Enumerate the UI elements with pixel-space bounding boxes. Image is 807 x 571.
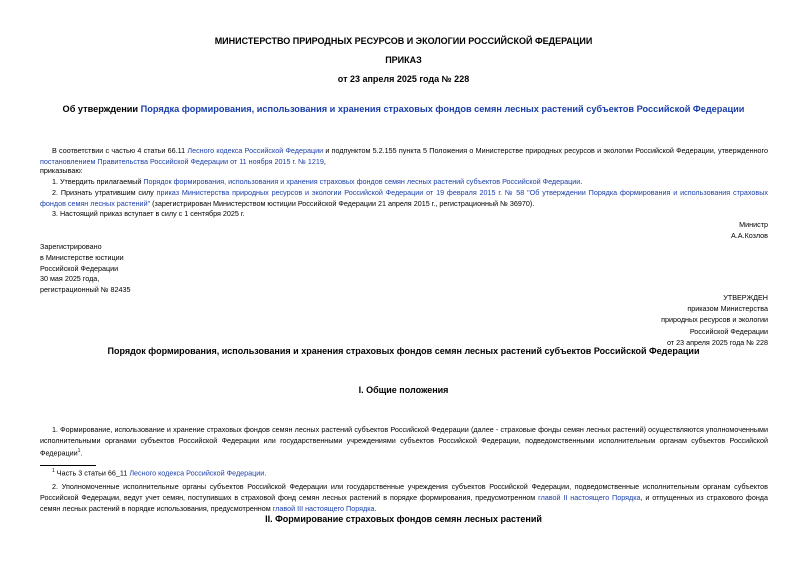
item-1 [52, 177, 582, 186]
approval-line: от 23 апреля 2025 года № 228 [666, 337, 768, 347]
paragraph-2-text-2: , и отпущенных из страхового фонда семян лесных растений в порядке использования, предусмотренном [40, 493, 768, 513]
item-1-suffix: . [580, 177, 583, 186]
preamble-text-1: В соответствии с частью 4 статьи 66.11 [52, 146, 188, 155]
registration-line: регистрационный № 82435 [40, 285, 131, 295]
procedure-link[interactable]: Порядок формирования, использования и хранения страховых фондов семян лесных растений субъектов Российской Федерации [143, 177, 581, 186]
footnote [52, 468, 266, 477]
footnote-mark: 1 [52, 468, 55, 474]
approval-block [661, 292, 768, 348]
section-2-title: II. Формирование страховых фондов семян лесных растений [265, 514, 542, 524]
item-2 [40, 187, 768, 209]
paragraph-2-text-1: 2. Уполномоченные исполнительные органы субъектов Российской Федерации или государственные учреждения субъектов Российской Федерации, подведомственные исполнительным органам субъектов Российской Федерации, ведут учет семян, поступивших в страховой фонд семян лесных растений в порядке формирования, предусмотренном [40, 482, 768, 502]
item-3: 3. Настоящий приказ вступает в силу с 1 сентября 2025 г. [52, 209, 245, 218]
registration-block [40, 242, 130, 296]
item-2-prefix: 2. Признать утратившим силу [52, 188, 157, 197]
government-decree-link[interactable]: постановлением Правительства Российской Федерации от 11 ноября 2015 г. № 1219 [40, 157, 324, 166]
registration-line: 30 мая 2025 года, [40, 274, 100, 284]
footnote-text: Часть 3 статьи 66_11 [54, 468, 130, 478]
approval-line: природных ресурсов и экологии [661, 315, 768, 325]
approval-line: Российской Федерации [689, 326, 768, 336]
footnote-forest-code-link[interactable]: Лесного кодекса Российской Федерации [129, 468, 265, 478]
paragraph-2 [40, 481, 768, 514]
preamble-text-3: , [323, 157, 326, 166]
section-1-title: I. Общие положения [358, 385, 449, 395]
document-title [0, 104, 807, 114]
paragraph-1-text: 1. Формирование, использование и хранение страховых фондов семян лесных растений субъектов Российской Федерации (далее - страховые фонды семян лесных растений) осуществляются уполномоченными исполнительными органами субъектов Российской Федерации или государственными учреждениями субъектов Российской Федерации, подведомственными исполнительным органам субъектов Российской Федерации [40, 425, 768, 458]
footnote-end: . [264, 468, 267, 478]
paragraph-2-text-3: . [374, 504, 377, 513]
preamble-text-2: и подпунктом 5.2.155 пункта 5 Положения о Министерстве природных ресурсов и экологии Российской Федерации, утвержденного [323, 146, 768, 155]
procedure-title: Порядок формирования, использования и хранения страховых фондов семян лесных растений субъектов Российской Федерации [107, 346, 700, 356]
paragraph-1 [40, 424, 768, 458]
document-type: ПРИКАЗ [385, 55, 422, 65]
order-word: приказываю: [40, 166, 83, 175]
preamble-paragraph [40, 145, 768, 167]
item-2-suffix: (зарегистрирован Министерством юстиции Российской Федерации 21 апреля 2015 г., регистрационный № 36970). [150, 199, 535, 208]
footnote-ref[interactable]: 1 [77, 448, 81, 454]
title-link[interactable]: Порядка формирования, использования и хранения страховых фондов семян лесных растений субъектов Российской Федерации [140, 104, 745, 114]
footnote-divider [40, 465, 96, 466]
ministry-header: МИНИСТЕРСТВО ПРИРОДНЫХ РЕСУРСОВ И ЭКОЛОГИИ РОССИЙСКОЙ ФЕДЕРАЦИИ [214, 36, 593, 46]
signature-name: А.А.Козлов [731, 231, 768, 240]
paragraph-1-end: . [80, 448, 83, 458]
registration-line: в Министерстве юстиции [40, 252, 124, 262]
forest-code-link[interactable]: Лесного кодекса Российской Федерации [187, 146, 324, 155]
approval-line: приказом Министерства [687, 304, 768, 314]
chapter-2-link[interactable]: главой II настоящего Порядка [538, 493, 641, 502]
chapter-3-link[interactable]: главой III настоящего Порядка [272, 504, 375, 513]
registration-line: Зарегистрировано [40, 242, 102, 251]
title-prefix: Об утверждении [62, 104, 141, 114]
approval-line: УТВЕРЖДЕН [723, 293, 768, 302]
document-date: от 23 апреля 2025 года № 228 [337, 74, 470, 84]
registration-line: Российской Федерации [40, 263, 119, 273]
repealed-order-link[interactable]: приказ Министерства природных ресурсов и экологии Российской Федерации от 19 февраля 2015 г. № 58 "Об утверждении Порядка формирования и использования страховых фондов семян лесных растений" [40, 188, 768, 208]
item-1-prefix: 1. Утвердить прилагаемый [52, 177, 144, 186]
signature-position: Министр [739, 220, 768, 229]
